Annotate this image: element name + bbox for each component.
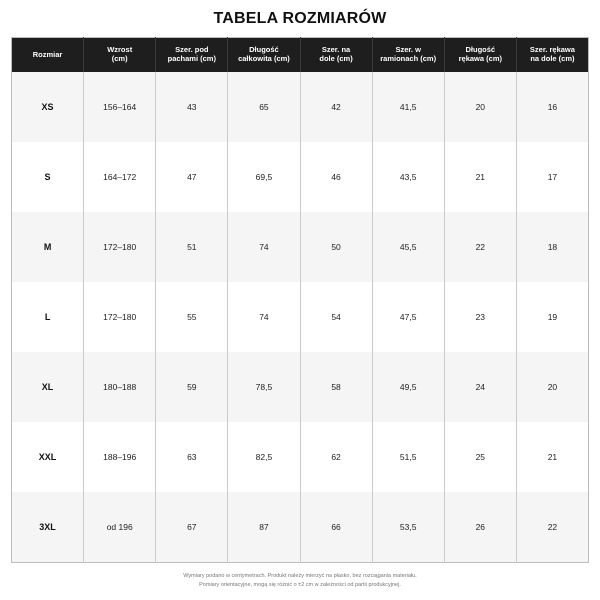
table-cell: 78,5 — [228, 352, 300, 422]
table-cell: 25 — [444, 422, 516, 492]
header-bottom-width: Szer. na dole (cm) — [300, 38, 372, 73]
table-cell: 16 — [516, 72, 588, 142]
size-cell: M — [12, 212, 84, 282]
table-cell: 23 — [444, 282, 516, 352]
table-cell: 156–164 — [84, 72, 156, 142]
table-cell: 51,5 — [372, 422, 444, 492]
table-cell: 17 — [516, 142, 588, 212]
table-cell: 43,5 — [372, 142, 444, 212]
table-cell: od 196 — [84, 492, 156, 563]
table-cell: 87 — [228, 492, 300, 563]
table-cell: 47 — [156, 142, 228, 212]
table-cell: 59 — [156, 352, 228, 422]
table-cell: 53,5 — [372, 492, 444, 563]
size-cell: XS — [12, 72, 84, 142]
table-cell: 54 — [300, 282, 372, 352]
table-row — [12, 282, 589, 352]
header-total-length: Długość całkowita (cm) — [228, 38, 300, 73]
table-row — [12, 492, 589, 563]
table-cell: 24 — [444, 352, 516, 422]
table-cell: 22 — [516, 492, 588, 563]
table-cell: 42 — [300, 72, 372, 142]
table-cell: 82,5 — [228, 422, 300, 492]
table-cell: 67 — [156, 492, 228, 563]
table-row — [12, 352, 589, 422]
header-sleeve-bottom-width: Szer. rękawa na dole (cm) — [516, 38, 588, 73]
table-cell: 45,5 — [372, 212, 444, 282]
table-cell: 172–180 — [84, 282, 156, 352]
table-cell: 58 — [300, 352, 372, 422]
table-cell: 18 — [516, 212, 588, 282]
table-cell: 49,5 — [372, 352, 444, 422]
header-chest-width: Szer. pod pachami (cm) — [156, 38, 228, 73]
table-cell: 47,5 — [372, 282, 444, 352]
table-cell: 69,5 — [228, 142, 300, 212]
header-size: Rozmiar — [12, 38, 84, 73]
table-cell: 21 — [516, 422, 588, 492]
header-shoulder-width: Szer. w ramionach (cm) — [372, 38, 444, 73]
header-row — [12, 38, 589, 73]
table-cell: 63 — [156, 422, 228, 492]
table-cell: 21 — [444, 142, 516, 212]
size-cell: XL — [12, 352, 84, 422]
size-cell: 3XL — [12, 492, 84, 563]
table-cell: 26 — [444, 492, 516, 563]
table-cell: 66 — [300, 492, 372, 563]
table-cell: 180–188 — [84, 352, 156, 422]
table-cell: 46 — [300, 142, 372, 212]
table-cell: 22 — [444, 212, 516, 282]
table-body — [12, 72, 589, 563]
table-row — [12, 142, 589, 212]
page-title: TABELA ROZMIARÓW — [213, 10, 387, 27]
footnote-line: Wymiary podano w centymetrach. Produkt należy mierzyć na płasko, bez rozciągania materiału. — [183, 573, 417, 579]
size-cell: L — [12, 282, 84, 352]
header-sleeve-length: Długość rękawa (cm) — [444, 38, 516, 73]
table-cell: 51 — [156, 212, 228, 282]
table-cell: 164–172 — [84, 142, 156, 212]
table-cell: 62 — [300, 422, 372, 492]
table-cell: 19 — [516, 282, 588, 352]
table-row — [12, 72, 589, 142]
size-cell: XXL — [12, 422, 84, 492]
header-height: Wzrost (cm) — [84, 38, 156, 73]
table-cell: 172–180 — [84, 212, 156, 282]
table-cell: 20 — [444, 72, 516, 142]
table-row — [12, 422, 589, 492]
table-cell: 55 — [156, 282, 228, 352]
table-cell: 43 — [156, 72, 228, 142]
footnote — [0, 572, 600, 591]
table-row — [12, 212, 589, 282]
table-cell: 188–196 — [84, 422, 156, 492]
size-chart-table — [11, 37, 589, 563]
table-cell: 74 — [228, 212, 300, 282]
table-cell: 41,5 — [372, 72, 444, 142]
table-header — [12, 38, 589, 73]
size-cell: S — [12, 142, 84, 212]
table-cell: 65 — [228, 72, 300, 142]
footnote-line: Pomiary orientacyjne, mogą się różnić o ±2 cm w zależności od partii produkcyjnej. — [199, 582, 401, 589]
table-cell: 74 — [228, 282, 300, 352]
table-cell: 20 — [516, 352, 588, 422]
table-cell: 50 — [300, 212, 372, 282]
